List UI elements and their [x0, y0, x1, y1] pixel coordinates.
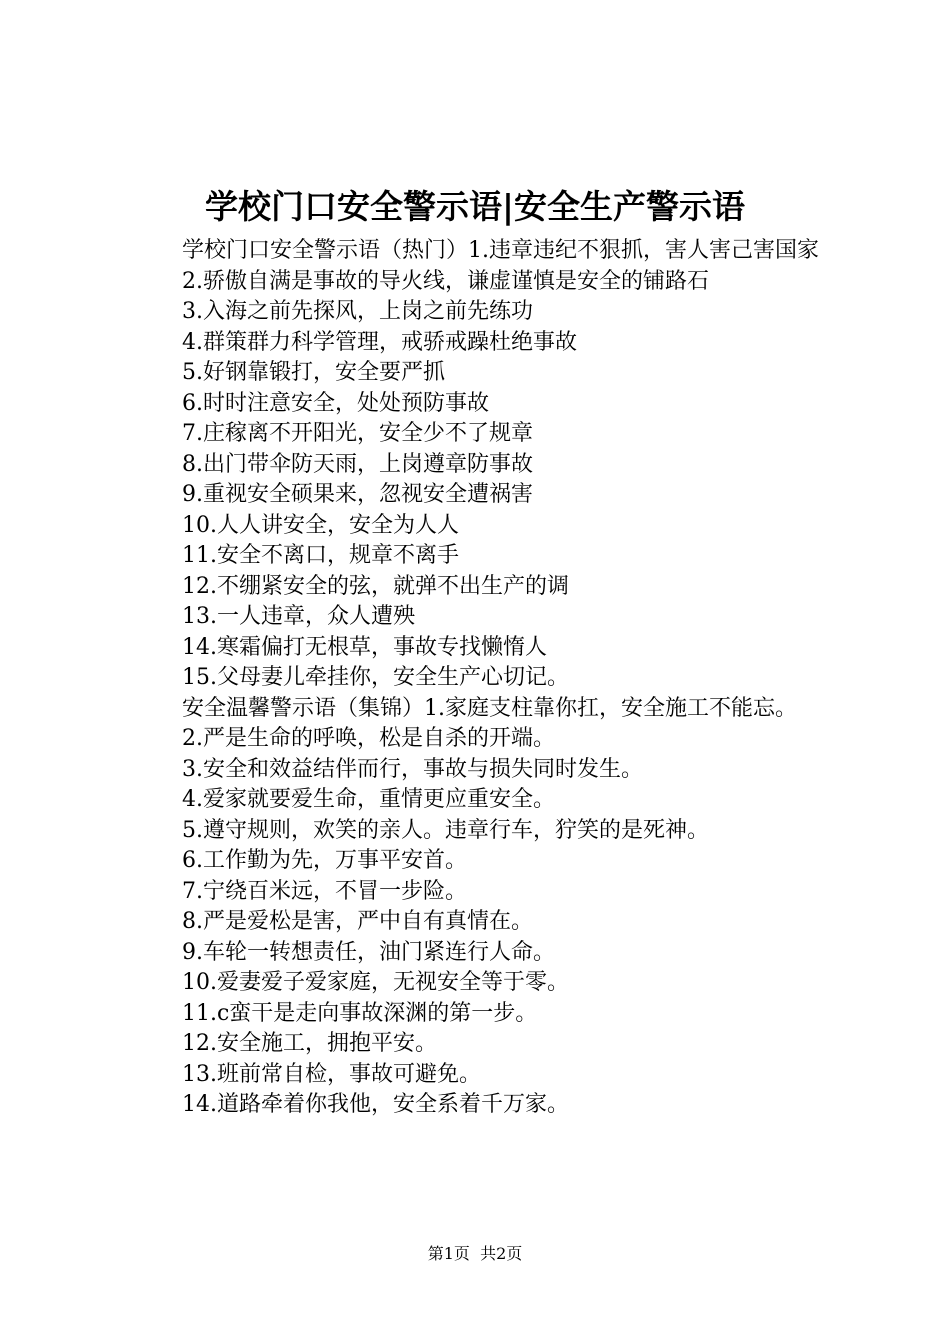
- paragraph-25: 11.c蛮干是走向事故深渊的第一步。: [182, 1000, 538, 1026]
- paragraph-22: 8.严是爱松是害，严中自有真情在。: [182, 909, 533, 934]
- paragraph-5: 6.时时注意安全，处处预防事故: [182, 390, 489, 416]
- paragraph-2: 3.入海之前先探风，上岗之前先练功: [182, 299, 533, 324]
- paragraph-8: 9.重视安全硕果来，忽视安全遭祸害: [182, 482, 533, 507]
- document-body: [140, 236, 840, 1121]
- paragraph-17: 3.安全和效益结伴而行，事故与损失同时发生。: [182, 756, 643, 782]
- paragraph-20: 6.工作勤为先，万事平安首。: [182, 848, 467, 873]
- paragraph-7: 8.出门带伞防天雨，上岗遵章防事故: [182, 451, 533, 477]
- paragraph-14: 15.父母妻儿牵挂你，安全生产心切记。: [182, 665, 569, 690]
- paragraph-18: 4.爱家就要爱生命，重情更应重安全。: [182, 787, 555, 812]
- paragraph-1: 2.骄傲自满是事故的导火线，谦虚谨慎是安全的铺路石: [182, 268, 709, 294]
- paragraph-26: 12.安全施工，拥抱平安。: [182, 1031, 437, 1056]
- page-footer: 第1页 共2页: [427, 1244, 523, 1263]
- paragraph-16: 2.严是生命的呼唤，松是自杀的开端。: [182, 726, 555, 751]
- paragraph-24: 10.爱妻爱子爱家庭，无视安全等于零。: [182, 970, 569, 995]
- paragraph-6: 7.庄稼离不开阳光，安全少不了规章: [182, 421, 533, 446]
- paragraph-15: 安全温馨警示语（集锦）1.家庭支柱靠你扛，安全施工不能忘。: [182, 695, 797, 721]
- paragraph-23: 9.车轮一转想责任，油门紧连行人命。: [182, 939, 555, 965]
- paragraph-28: 14.道路牵着你我他，安全系着千万家。: [182, 1092, 569, 1117]
- paragraph-10: 11.安全不离口，规章不离手: [182, 543, 459, 568]
- paragraph-4: 5.好钢靠锻打，安全要严抓: [182, 360, 445, 385]
- document-title: 学校门口安全警示语|安全生产警示语: [204, 187, 745, 226]
- paragraph-21: 7.宁绕百米远，不冒一步险。: [182, 878, 467, 904]
- paragraph-0: 学校门口安全警示语（热门）1.违章违纪不狠抓，害人害己害国家: [182, 238, 819, 263]
- paragraph-13: 14.寒霜偏打无根草，事故专找懒惰人: [182, 634, 547, 660]
- paragraph-3: 4.群策群力科学管理，戒骄戒躁杜绝事故: [182, 329, 577, 355]
- paragraph-19: 5.遵守规则，欢笑的亲人。违章行车，狞笑的是死神。: [182, 817, 709, 843]
- paragraph-9: 10.人人讲安全，安全为人人: [182, 512, 459, 538]
- paragraph-27: 13.班前常自检，事故可避免。: [182, 1061, 481, 1087]
- paragraph-12: 13.一人违章，众人遭殃: [182, 604, 415, 629]
- paragraph-11: 12.不绷紧安全的弦，就弹不出生产的调: [182, 573, 569, 599]
